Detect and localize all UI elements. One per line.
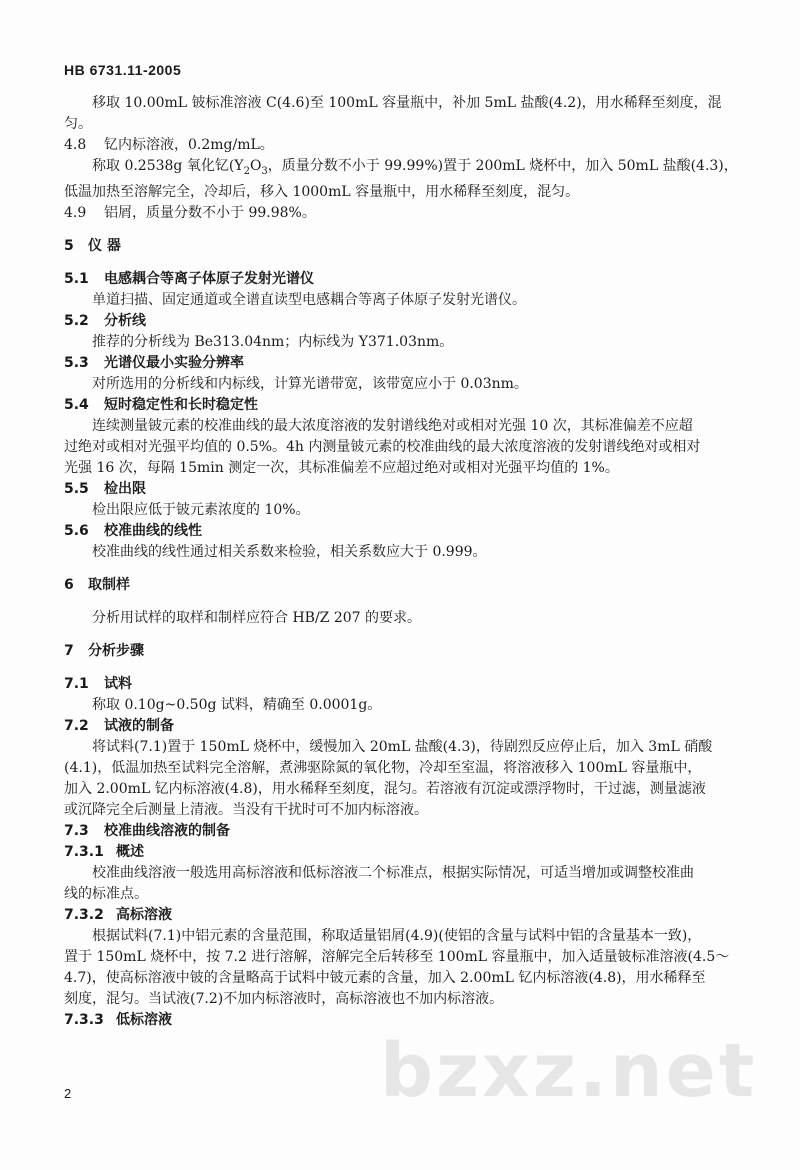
- paragraph-line: 检出限应低于铍元素浓度的 10%。: [92, 501, 310, 518]
- clause-text: 铝屑，质量分数不小于 99.98%。: [104, 204, 316, 221]
- clause-heading-7-3-2: [64, 905, 734, 926]
- clause-number: 7.1: [64, 675, 89, 692]
- page-number: 2: [64, 1086, 72, 1101]
- clause-title: 短时稳定性和长时稳定性: [104, 396, 258, 413]
- paragraph-line: 刻度，混匀。当试液(7.2)不加内标溶液时，高标溶液也不加内标溶液。: [64, 990, 504, 1007]
- clause-heading-7-1: [64, 674, 734, 695]
- section-heading-6: [64, 575, 734, 596]
- clause-title: 光谱仪最小实验分辨率: [104, 354, 244, 371]
- clause-number: 5.4: [64, 396, 89, 413]
- clause-number: 5.1: [64, 270, 89, 287]
- clause-title: 试料: [104, 675, 132, 692]
- text-fragment: 称取 0.2538g 氧化钇(Y: [92, 158, 244, 174]
- clause-heading-7-3: [64, 821, 734, 842]
- clause-title: 低标溶液: [116, 1011, 172, 1028]
- clause-heading-5-4: [64, 395, 734, 416]
- paragraph-line: 光强 16 次，每隔 15min 测定一次，其标准偏差不应超过绝对或相对光强平均值的 1%。: [64, 459, 619, 476]
- clause-title: 试液的制备: [104, 717, 174, 734]
- subscript: 3: [261, 165, 268, 177]
- clause-title: 高标溶液: [116, 906, 172, 923]
- paragraph-line: 线的标准点。: [64, 885, 148, 902]
- paragraph-line: 低温加热至溶解完全，冷却后，移入 1000mL 容量瓶中，用水稀释至刻度，混匀。: [64, 183, 580, 200]
- paragraph-line: 置于 150mL 烧杯中，按 7.2 进行溶解，溶解完全后转移至 100mL 容量瓶中，加入适量铍标准溶液(4.5～: [64, 948, 730, 965]
- clause-number: 4.9: [64, 204, 87, 221]
- clause-title: 校准曲线的线性: [104, 522, 202, 539]
- section-title: 仪 器: [88, 237, 121, 254]
- clause-number: 4.8: [64, 137, 87, 153]
- paragraph-line: 对所选用的分析线和内标线，计算光谱带宽，该带宽应小于 0.03nm。: [92, 375, 528, 392]
- paragraph-line: 或沉降完全后测量上清液。当没有干扰时可不加内标溶液。: [64, 801, 428, 818]
- clause-heading-5-1: [64, 269, 734, 290]
- clause-heading-5-2: [64, 311, 734, 332]
- paragraph-line: 称取 0.10g~0.50g 试料，精确至 0.0001g。: [92, 696, 382, 713]
- watermark: bzxz.net: [380, 1028, 758, 1114]
- paragraph-line: 将试料(7.1)置于 150mL 烧杯中，缓慢加入 20mL 盐酸(4.3)，待剧烈反应停止后，加入 3mL 硝酸: [92, 738, 713, 755]
- clause-heading-5-5: [64, 479, 734, 500]
- clause-number: 7.3.1: [64, 843, 104, 860]
- clause-number: 5.6: [64, 522, 89, 539]
- subscript: 2: [243, 165, 250, 177]
- document-body: [64, 93, 738, 1031]
- section-number: 5: [64, 237, 74, 254]
- paragraph-line: 连续测量铍元素的校准曲线的最大浓度溶液的发射谱线绝对或相对光强 10 次，其标准偏差不应超: [92, 417, 693, 434]
- paragraph-line: 推荐的分析线为 Be313.04nm；内标线为 Y371.03nm。: [92, 333, 454, 350]
- text-fragment: O: [249, 158, 262, 174]
- clause-heading-5-3: [64, 353, 734, 374]
- clause-title: 校准曲线溶液的制备: [104, 822, 230, 839]
- clause-title: 电感耦合等离子体原子发射光谱仪: [104, 270, 314, 287]
- clause-number: 7.3: [64, 822, 89, 839]
- section-number: 6: [64, 576, 74, 593]
- clause-number: 7.3.3: [64, 1011, 104, 1028]
- paragraph-line: (4.1)，低温加热至试料完全溶解，煮沸驱除氮的氧化物，冷却至室温，将溶液移入 100mL 容量瓶中，: [64, 759, 702, 776]
- clause-title: 分析线: [104, 312, 146, 329]
- section-heading-7: [64, 641, 734, 662]
- paragraph-line: 4.7)，使高标溶液中铍的含量略高于试料中铍元素的含量，加入 2.00mL 钇内标溶液(4.8)，用水稀释至: [64, 969, 706, 986]
- paragraph-line: 校准曲线溶液一般选用高标溶液和低标溶液二个标准点，根据实际情况，可适当增加或调整校准曲: [92, 864, 694, 881]
- text-fragment: ，质量分数不小于 99.99%)置于 200mL 烧杯中，加入 50mL 盐酸(4.3)，: [267, 158, 738, 174]
- clause-number: 5.5: [64, 480, 89, 497]
- paragraph-line: 移取 10.00mL 铍标准溶液 C(4.6)至 100mL 容量瓶中，补加 5mL 盐酸(4.2)，用水稀释至刻度，混: [92, 95, 722, 111]
- clause-4-9: [64, 203, 734, 224]
- paragraph-line: 分析用试样的取样和制样应符合 HB/Z 207 的要求。: [92, 609, 422, 626]
- standard-code: HB 6731.11-2005: [64, 62, 182, 78]
- clause-4-8: [64, 135, 734, 156]
- clause-number: 5.3: [64, 354, 89, 371]
- section-number: 7: [64, 642, 74, 659]
- paragraph-line: 单道扫描、固定通道或全谱直读型电感耦合等离子体原子发射光谱仪。: [92, 291, 526, 308]
- clause-title: 检出限: [104, 480, 146, 497]
- section-heading-5: [64, 236, 734, 257]
- clause-heading-7-3-1: [64, 842, 734, 863]
- clause-number: 7.3.2: [64, 906, 104, 923]
- clause-title: 概述: [116, 843, 144, 860]
- section-title: 取制样: [88, 576, 130, 593]
- paragraph-line: 过绝对或相对光强平均值的 0.5%。4h 内测量铍元素的校准曲线的最大浓度溶液的发射谱线绝对或相对: [64, 438, 701, 455]
- paragraph-line: 加入 2.00mL 钇内标溶液(4.8)，用水稀释至刻度，混匀。若溶液有沉淀或漂浮物时，干过滤，测量滤液: [64, 780, 706, 797]
- clause-text: 钇内标溶液，0.2mg/mL。: [104, 137, 274, 153]
- paragraph-line: [64, 156, 738, 182]
- paragraph-line: 根据试料(7.1)中铝元素的含量范围，称取适量铝屑(4.9)(使铝的含量与试料中铝的含量基本一致)，: [92, 927, 702, 944]
- paragraph-line: 校准曲线的线性通过相关系数来检验，相关系数应大于 0.999。: [92, 543, 487, 560]
- clause-heading-7-2: [64, 716, 734, 737]
- paragraph-line: 匀。: [64, 116, 92, 132]
- clause-heading-5-6: [64, 521, 734, 542]
- clause-number: 7.2: [64, 717, 89, 734]
- section-title: 分析步骤: [88, 642, 144, 659]
- clause-number: 5.2: [64, 312, 89, 329]
